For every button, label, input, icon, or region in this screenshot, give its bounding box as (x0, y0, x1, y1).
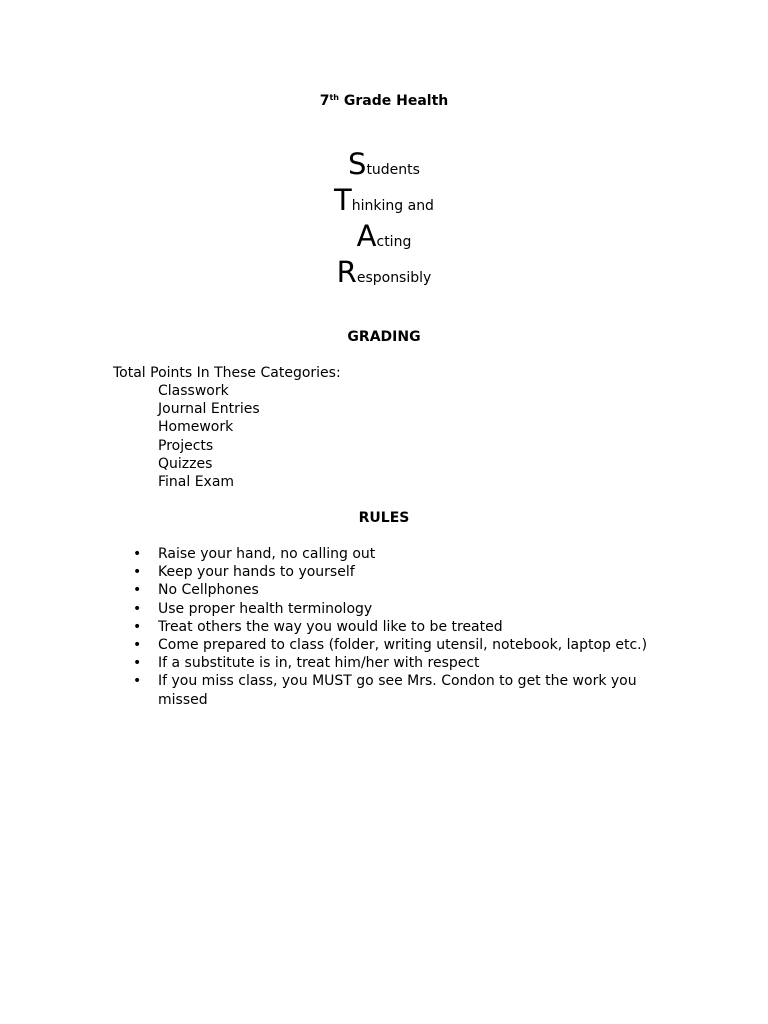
rule-text: If a substitute is in, treat him/her with respect (158, 655, 480, 672)
bullet-icon: • (133, 564, 142, 581)
title-text: Grade Health (339, 93, 449, 109)
rule-text: Raise your hand, no calling out (158, 546, 376, 562)
rule-item (0, 545, 658, 563)
acrostic-word-rest: hinking and (351, 198, 434, 214)
acrostic-word-rest: cting (376, 234, 412, 250)
grading-category: Projects (158, 437, 214, 454)
acrostic-letter: R (336, 255, 357, 289)
title-ordinal-suffix: th (329, 93, 340, 102)
grading-category: Homework (158, 419, 234, 436)
rule-item (0, 563, 658, 581)
grading-intro: Total Points In These Categories: (113, 365, 341, 381)
rule-item (0, 636, 658, 654)
grading-category: Final Exam (158, 474, 235, 491)
acrostic-word-rest: tudents (366, 162, 420, 178)
bullet-icon: • (133, 582, 142, 599)
acrostic-letter: S (348, 147, 367, 181)
acrostic-letter: A (356, 219, 377, 253)
bullet-icon: • (133, 546, 142, 562)
grading-category: Journal Entries (158, 401, 260, 418)
rule-item (0, 672, 658, 708)
rule-text: Use proper health terminology (158, 600, 373, 617)
rule-item (0, 600, 658, 618)
document-title (0, 92, 768, 110)
bullet-icon: • (133, 655, 142, 672)
rule-text: No Cellphones (158, 582, 259, 599)
rules-list (0, 545, 768, 709)
grading-categories-list (158, 382, 260, 491)
title-grade-number: 7 (319, 93, 330, 109)
rule-text: Come prepared to class (folder, writing utensil, notebook, laptop etc.) (158, 637, 648, 654)
acrostic-line-r (0, 254, 768, 290)
acrostic-letter: T (334, 183, 352, 217)
rule-text: Treat others the way you would like to be treated (158, 618, 503, 635)
grading-category: Classwork (158, 383, 229, 399)
rule-item (0, 618, 658, 636)
rule-item (0, 654, 658, 672)
bullet-icon: • (133, 600, 142, 617)
star-acrostic (0, 146, 768, 290)
rule-item (0, 581, 658, 599)
acrostic-line-a (0, 218, 768, 254)
bullet-icon: • (133, 637, 142, 654)
rules-heading: RULES (358, 510, 410, 526)
grading-category: Quizzes (158, 455, 213, 472)
bullet-icon: • (133, 618, 142, 635)
grading-heading: GRADING (347, 329, 421, 345)
acrostic-line-t (0, 182, 768, 218)
bullet-icon: • (133, 673, 142, 690)
acrostic-word-rest: esponsibly (356, 270, 432, 286)
rule-text: Keep your hands to yourself (158, 564, 355, 581)
rule-text: If you miss class, you MUST go see Mrs. Condon to get the work you missed (158, 673, 637, 708)
acrostic-line-s (0, 146, 768, 182)
